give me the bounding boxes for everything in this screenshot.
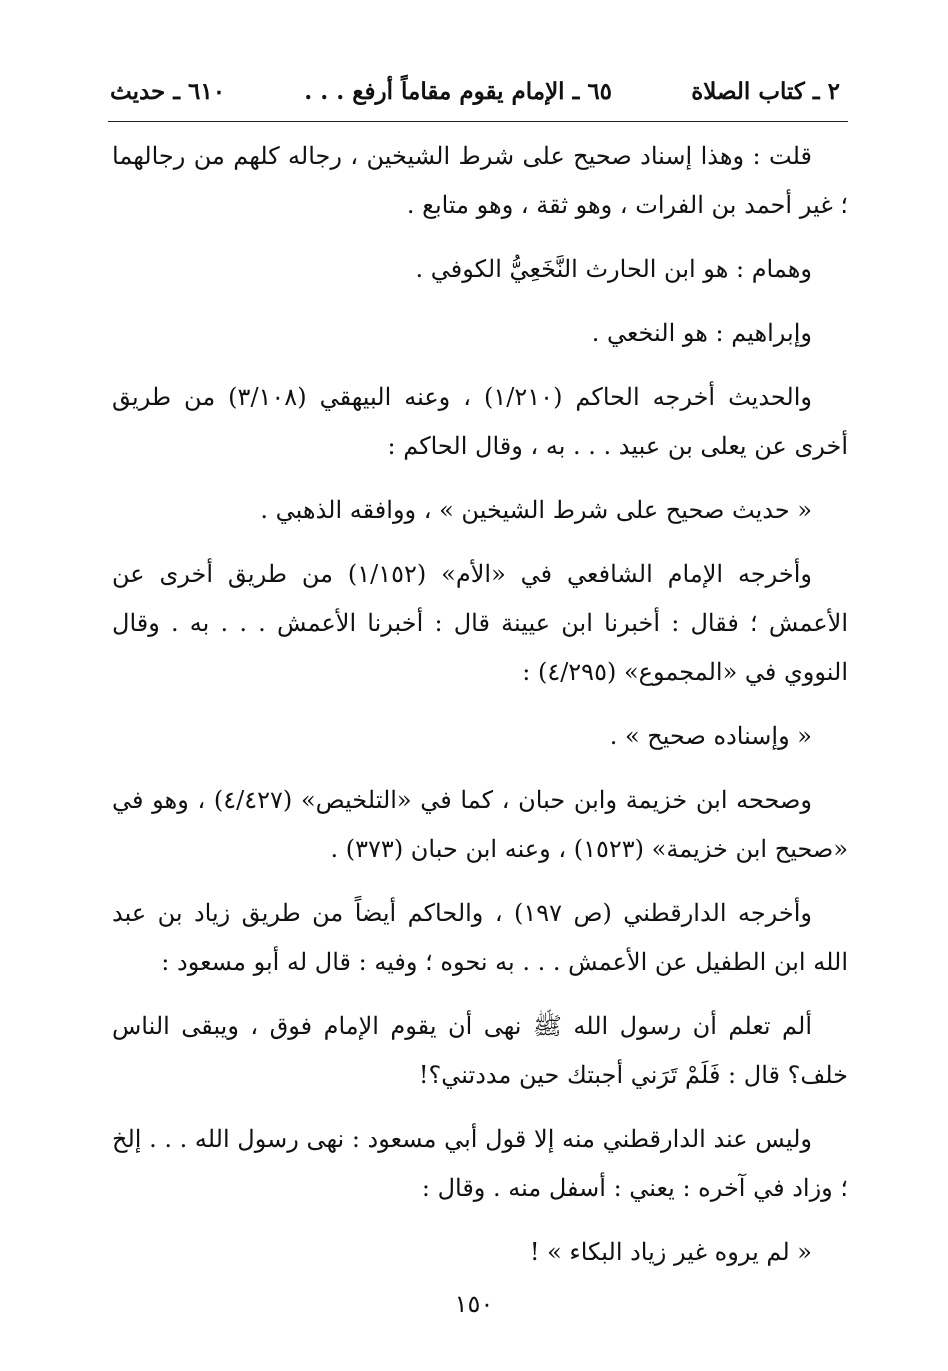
paragraph: وإبراهيم : هو النخعي . — [591, 319, 812, 347]
header-hadith-number: ٦١٠ ـ حديث — [110, 77, 226, 105]
paragraph: وصححه ابن خزيمة وابن حبان ، كما في «التلخيص» (٤/٤٢٧) ، وهو في «صحيح ابن خزيمة» (١٥٢٣) ، وعنه ابن حبان (٣٧٣) . — [112, 786, 848, 863]
header-section: ٦٥ ـ الإمام يقوم مقاماً أرفع . . . — [304, 77, 613, 105]
paragraph: قلت : وهذا إسناد صحيح على شرط الشيخين ، رجاله كلهم من رجالهما ؛ غير أحمد بن الفرات ، وهو ثقة ، وهو متابع . — [112, 142, 848, 219]
page-body — [112, 132, 848, 1292]
quoted-paragraph: « لم يروه غير زياد البكاء » ! — [529, 1238, 812, 1266]
paragraph: وأخرجه الإمام الشافعي في «الأم» (١/١٥٢) من طريق أخرى عن الأعمش ؛ فقال : أخبرنا ابن عيينة قال : أخبرنا الأعمش . . . به . وقال النووي في «المجموع» (٤/٢٩٥) : — [112, 560, 848, 686]
quoted-paragraph: « حديث صحيح على شرط الشيخين » ، ووافقه الذهبي . — [260, 496, 812, 524]
paragraph: وليس عند الدارقطني منه إلا قول أبي مسعود : نهى رسول الله . . . إلخ ؛ وزاد في آخره : يعني : أسفل منه . وقال : — [111, 1125, 848, 1202]
quoted-paragraph: « وإسناده صحيح » . — [609, 722, 812, 750]
paragraph: وهمام : هو ابن الحارث النَّخَعِيُّ الكوفي . — [415, 255, 812, 283]
header-chapter: ٢ ـ كتاب الصلاة — [691, 77, 840, 105]
page-number: ١٥٠ — [454, 1290, 494, 1318]
header-divider — [108, 121, 848, 122]
paragraph: والحديث أخرجه الحاكم (١/٢١٠) ، وعنه البيهقي (٣/١٠٨) من طريق أخرى عن يعلى بن عبيد . . . به ، وقال الحاكم : — [112, 383, 848, 460]
paragraph: وأخرجه الدارقطني (ص ١٩٧) ، والحاكم أيضاً من طريق زياد بن عبد الله ابن الطفيل عن الأعمش . . . به نحوه ؛ وفيه : قال له أبو مسعود : — [112, 899, 848, 976]
paragraph: ألم تعلم أن رسول الله ﷺ نهى أن يقوم الإمام فوق ، ويبقى الناس خلف؟ قال : فَلَمْ تَرَني أجبتك حين مددتني؟! — [112, 1012, 848, 1089]
running-header — [110, 70, 840, 112]
